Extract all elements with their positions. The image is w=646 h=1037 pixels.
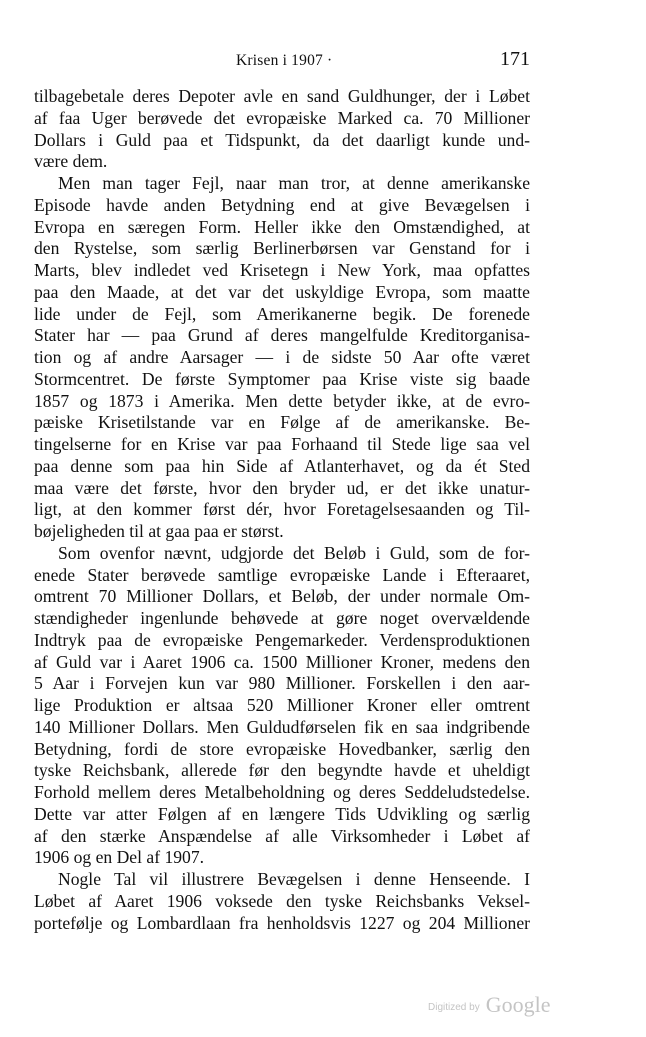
text-line: Men man tager Fejl, naar man tror, at denne amerikanske xyxy=(58,173,530,193)
text-line: enede Stater berøvede samtlige evropæiske Lande i Efteraaret, xyxy=(34,564,530,585)
text-line: af Guld var i Aaret 1906 ca. 1500 Millioner Kroner, medens den xyxy=(34,651,530,672)
text-line: pæiske Krisetilstande var en Følge af de amerikanske. Be- xyxy=(34,412,530,433)
body-text xyxy=(34,86,530,934)
text-line: være dem. xyxy=(34,151,108,172)
text-line: tyske Reichsbank, allerede før den begyndte havde et uheldigt xyxy=(34,760,530,781)
text-line: den Rystelse, som særlig Berlinerbørsen var Genstand for i xyxy=(34,238,530,259)
running-header xyxy=(34,48,530,74)
text-line: af den stærke Anspændelse af alle Virksomheder i Løbet af xyxy=(34,825,530,846)
text-line: tilbagebetale deres Depoter avle en sand Guldhunger, der i Løbet xyxy=(34,86,530,106)
watermark-brand: Google xyxy=(485,992,551,1017)
text-line: 5 Aar i Forvejen kun var 980 Millioner. Forskellen i den aar- xyxy=(34,673,530,694)
text-line: Som ovenfor nævnt, udgjorde det Beløb i Guld, som de for- xyxy=(58,542,530,563)
text-line: maa være det første, hvor den bryder ud, er det ikke unatur- xyxy=(34,477,530,498)
text-line: Episode havde anden Betydning end at give Bevægelsen i xyxy=(34,194,530,215)
text-line: portefølje og Lombardlaan fra henholdsvis 1227 og 204 Millioner xyxy=(34,912,530,933)
text-line: 140 Millioner Dollars. Men Guldudførselen fik en saa indgribende xyxy=(34,716,530,737)
text-line: Dette var atter Følgen af en længere Tids Udvikling og særlig xyxy=(34,803,530,824)
digitized-by-watermark xyxy=(428,992,550,1018)
text-line: Dollars i Guld paa et Tidspunkt, da det daarligt kunde und- xyxy=(34,129,530,150)
text-line: Løbet af Aaret 1906 voksede den tyske Reichsbanks Veksel- xyxy=(34,890,530,911)
text-line: omtrent 70 Millioner Dollars, et Beløb, der under normale Om- xyxy=(34,586,530,607)
text-line: tion og af andre Aarsager — i de sidste 50 Aar ofte været xyxy=(34,347,530,367)
text-line: paa den Maade, at det var det uskyldige Evropa, som maatte xyxy=(34,281,530,302)
text-line: 1857 og 1873 i Amerika. Men dette betyder ikke, at de evro- xyxy=(34,390,530,411)
text-line: Stormcentret. De første Symptomer paa Krise viste sig baade xyxy=(34,368,530,389)
text-line: Marts, blev indledet ved Krisetegn i New York, maa opfattes xyxy=(34,260,530,280)
text-line: paa denne som paa hin Side af Atlanterhavet, og da ét Sted xyxy=(34,455,530,476)
page-number: 171 xyxy=(500,48,530,70)
text-line: stændigheder ingenlunde behøvede at gøre noget overvældende xyxy=(34,608,530,628)
text-line: lide under de Fejl, som Amerikanerne begik. De forenede xyxy=(34,303,530,324)
text-line: Evropa en særegen Form. Heller ikke den Omstændighed, at xyxy=(34,216,530,237)
text-line: Indtryk paa de evropæiske Pengemarkeder. Verdensproduktionen xyxy=(34,629,530,650)
text-line: Nogle Tal vil illustrere Bevægelsen i denne Henseende. I xyxy=(58,869,530,889)
running-title: Krisen i 1907 · xyxy=(236,52,333,69)
text-line: Forhold mellem deres Metalbeholdning og deres Seddeludstedelse. xyxy=(34,782,530,802)
text-line: tingelserne for en Krise var paa Forhaand til Stede lige saa vel xyxy=(34,434,530,454)
text-line: lige Produktion er altsaa 520 Millioner Kroner eller omtrent xyxy=(34,695,530,715)
text-line: Betydning, fordi de store evropæiske Hovedbanker, særlig den xyxy=(34,738,530,759)
text-line: bøjeligheden til at gaa paa er størst. xyxy=(34,521,284,541)
text-line: 1906 og en Del af 1907. xyxy=(34,847,205,868)
text-line: Stater har — paa Grund af deres mangelfulde Kreditorganisa- xyxy=(34,325,530,346)
text-line: ligt, at den kommer først dér, hvor Foretagelsesaanden og Til- xyxy=(34,499,530,520)
text-line: af faa Uger berøvede det evropæiske Marked ca. 70 Millioner xyxy=(34,107,530,128)
watermark-prefix: Digitized by xyxy=(428,1002,480,1013)
